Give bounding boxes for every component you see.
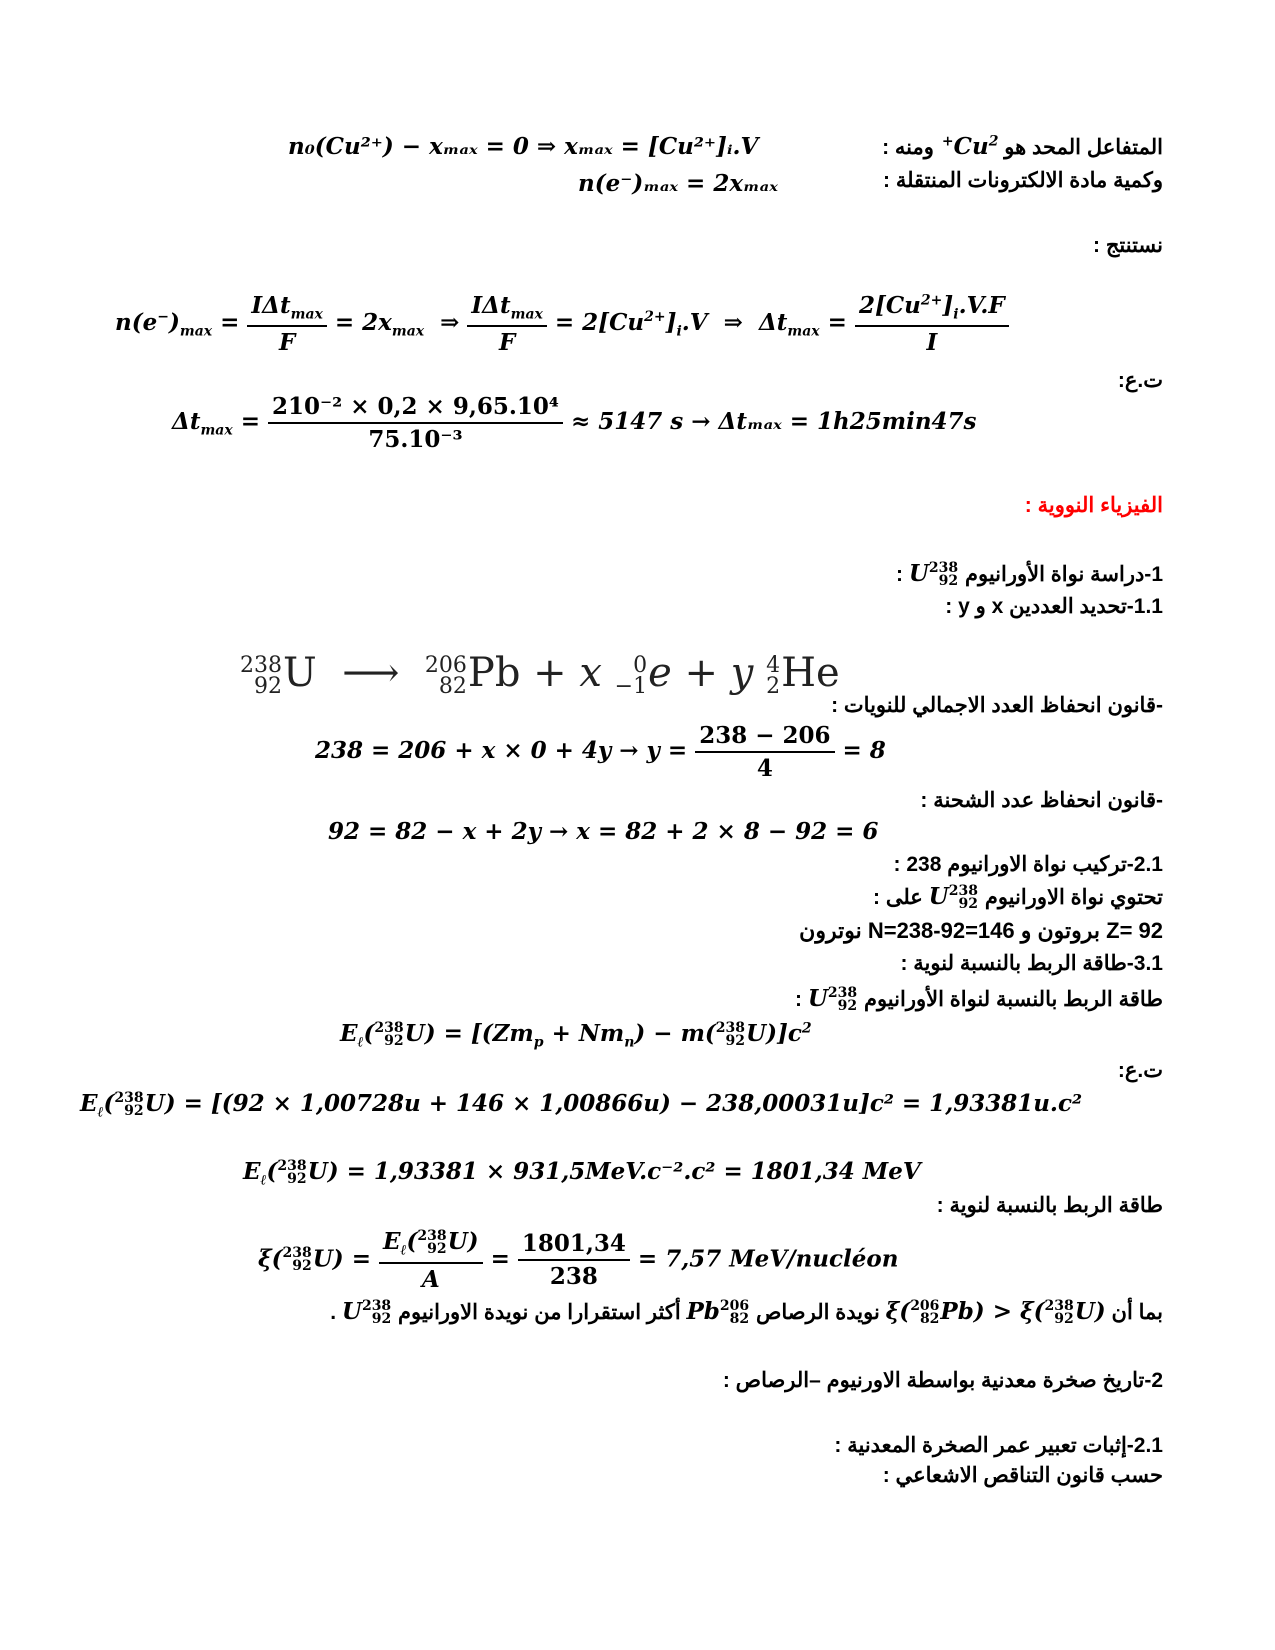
xi-comparison: ξ( 206 82 Pb) > ξ( 238 92 U) xyxy=(885,1298,1106,1327)
uranium-symbol-4: 238 92 U xyxy=(341,1298,392,1327)
binding-energy-uranium-label: طاقة الربط بالنسبة لنواة الأورانيوم 238 92 U : xyxy=(794,985,1163,1014)
cu-ion-symbol: $Cu^{2+}$ xyxy=(941,133,999,160)
contains-end-label: على : xyxy=(873,886,923,909)
x-equation: 92 = 82 − x + 2y → x = 82 + 2 × 8 − 92 = 6 xyxy=(328,818,879,845)
numerical-application-label-2: ت.ع: xyxy=(1117,1059,1163,1082)
binding-energy-label: طاقة الربط بالنسبة لنواة الأورانيوم xyxy=(863,988,1163,1011)
section-1-title: 1-دراسة نواة الأورانيوم 238 92 U : xyxy=(896,560,1163,589)
xi-fraction-1: $E_\ell$( 238 92 U) A xyxy=(379,1228,483,1293)
mass-conservation-law: -قانون انحفاظ العدد الاجمالي للنويات : xyxy=(831,694,1163,717)
lead-label: نويدة الرصاص xyxy=(755,1301,880,1324)
binding-per-nucleon-equation: ξ( 238 92 U) = $E_\ell$( 238 92 U) A = $\frac{1801,34}{238}$ = 7,57 MeV/nucléon xyxy=(258,1228,899,1293)
binding-energy-numeric: $E_\ell$( 238 92 U) = [(92 × 1,00728u + 146 × 1,00866u) − 238,00031u]c² = 1,93381u.c² xyxy=(80,1090,1083,1121)
section-2-title: 2-تاريخ صخرة معدنية بواسطة الاورنيوم –الرصاص : xyxy=(722,1369,1163,1392)
electron-amount-label: وكمية مادة الالكترونات المنتقلة : xyxy=(883,169,1163,192)
charge-conservation-law: -قانون انحفاظ عدد الشحنة : xyxy=(920,789,1163,812)
and-thus-label: ومنه : xyxy=(882,136,934,159)
stability-conclusion: بما أن ξ( 206 82 Pb) > ξ( 238 92 U) نويدة الرصاص 206 82 Pb أكثر استقرارا من نويدة الاورانيوم 238 92 U . xyxy=(330,1298,1163,1327)
section-2-1-proof-title: 2.1-إثبات تعبير عمر الصخرة المعدنية : xyxy=(834,1434,1163,1457)
fraction-delta-t: $\frac{2[Cu^{2+}]_i.V.F}{I}$ xyxy=(855,292,1009,356)
electron-amount-equation: n(e⁻)ₘₐₓ = 2xₘₐₓ xyxy=(578,170,778,197)
numeric-result: ≈ 5147 s → Δtₘₐₓ = 1h25min47s xyxy=(570,408,977,435)
lead-symbol: 206 82 Pb xyxy=(686,1298,750,1327)
y-fraction: $\frac{238 - 206}{4}$ xyxy=(695,722,834,782)
decay-equation: 238 92 U ⟶ 206 82 Pb + x 0 −1 e + y 4 2 He xyxy=(240,650,840,699)
binding-energy-mev: $E_\ell$( 238 92 U) = 1,93381 × 931,5MeV.c⁻².c² = 1801,34 MeV xyxy=(243,1158,921,1189)
section-1-label: 1-دراسة نواة الأورانيوم xyxy=(964,563,1163,586)
we-deduce-label: نستنتج : xyxy=(1093,234,1163,257)
more-stable-label: أكثر استقرارا من نويدة الاورانيوم xyxy=(398,1301,681,1324)
uranium-symbol-2: 238 92 U xyxy=(928,883,978,912)
section-nuclear-physics: الفيزياء النووية : xyxy=(1024,494,1163,517)
decay-law-label: حسب قانون التناقص الاشعاعي : xyxy=(882,1464,1163,1487)
binding-energy-formula: $E_\ell$( 238 92 $U) = [(Zm_p + Nm_n) - m$( 238 92 $U)]c^2$ xyxy=(340,1020,812,1051)
section-2-1-title: 2.1-تركيب نواة الاورانيوم 238 : xyxy=(893,853,1163,876)
limiting-reactant-line xyxy=(882,133,1163,160)
xmax-equation: n₀(Cu²⁺) − xₘₐₓ = 0 ⇒ xₘₐₓ = [Cu²⁺]ᵢ.V xyxy=(288,133,759,160)
limiting-reactant-label: المتفاعل المحد هو xyxy=(1004,136,1163,159)
numerical-application-label: ت.ع: xyxy=(1117,369,1163,392)
xi-fraction-2: $\frac{1801,34}{238}$ xyxy=(518,1230,630,1290)
delta-t-derivation: $n(e^-)_{max}$ = $\frac{I\Delta t_{max}}{F}$ = $2x_{max}$ ⇒ $\frac{I\Delta t_{max}}{F}$ = $2[Cu^{2+}]_i.V$ ⇒ $\Delta t_{max}$ = $\frac{2[Cu^{2+}]_i.V.F}{I}$ xyxy=(115,292,1009,356)
y-equation: 238 = 206 + x × 0 + 4y → y = $\frac{238 - 206}{4}$ = 8 xyxy=(315,722,886,782)
numeric-fraction: $\frac{\text{210⁻² × 0,2 × 9,65.10⁴}}{\text{75.10⁻³}}$ xyxy=(268,393,563,453)
contains-line xyxy=(873,883,1163,911)
since-label: بما أن xyxy=(1111,1301,1163,1324)
uranium-symbol-3: 238 92 U xyxy=(807,985,858,1014)
composition-line: Z= 92 بروتون و N=238-92=146 نوترون xyxy=(799,918,1163,943)
binding-per-nucleon-label: طاقة الربط بالنسبة لنوية : xyxy=(936,1194,1163,1217)
fraction-idt-f: $\frac{I\Delta t_{max}}{F}$ xyxy=(247,292,326,356)
section-3-1-title: 3.1-طاقة الربط بالنسبة لنوية : xyxy=(900,952,1163,975)
fraction-idt-f-2: $\frac{I\Delta t_{max}}{F}$ xyxy=(467,292,546,356)
delta-t-numeric: $\Delta t_{max}$ = $\frac{\text{210⁻² × 0,2 × 9,65.10⁴}}{\text{75.10⁻³}}$ ≈ 5147 s → Δtₘₐₓ = 1h25min47s xyxy=(172,393,977,453)
contains-label: تحتوي نواة الاورانيوم xyxy=(984,886,1163,909)
uranium-symbol: 238 92 U xyxy=(908,560,959,589)
section-1-1-title: 1.1-تحديد العددين x و y : xyxy=(945,595,1163,618)
